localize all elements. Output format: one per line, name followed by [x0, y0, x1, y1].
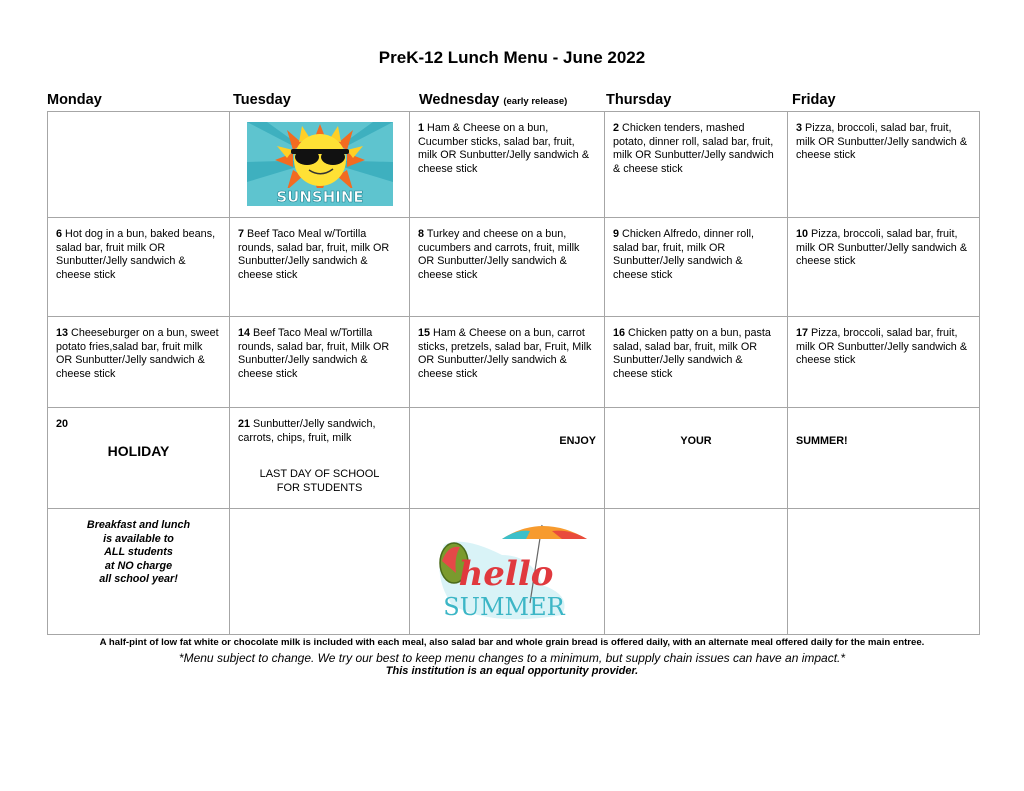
last-day-line: FOR STUDENTS — [276, 481, 363, 494]
extra-row — [48, 509, 980, 635]
day-label: Tuesday — [233, 92, 291, 108]
menu-text: Cheeseburger on a bun, sweet potato fries,salad bar, fruit milk OR Sunbutter/Jelly sandwich & cheese stick — [56, 327, 219, 380]
day-header-thursday — [606, 92, 671, 108]
day-number: 21 — [238, 418, 251, 430]
week-row — [48, 112, 980, 218]
calendar-cell-day-3 — [788, 112, 980, 218]
menu-text: Chicken tenders, mashed potato, dinner roll, salad bar, fruit, milk OR Sunbutter/Jelly sandwich & cheese stick — [613, 122, 774, 175]
promo-line: at NO charge — [104, 559, 173, 572]
menu-text: Ham & Cheese on a bun, Cucumber sticks, salad bar, fruit, milk OR Sunbutter/Jelly sandwich & cheese stick — [418, 122, 590, 175]
calendar-cell-day-21 — [230, 408, 410, 509]
day-header-monday — [47, 92, 102, 108]
day-number: 13 — [56, 327, 69, 339]
menu-text: Chicken patty on a bun, pasta salad, salad bar, fruit, milk OR Sunbutter/Jelly sandwich & cheese stick — [613, 327, 771, 380]
day-number: 17 — [796, 327, 809, 339]
menu-change-disclaimer: *Menu subject to change. We try our best to keep menu changes to a minimum, but supply chain issues can have an impact.* — [178, 651, 846, 665]
menu-text: Beef Taco Meal w/Tortilla rounds, salad bar, fruit, milk OR Sunbutter/Jelly sandwich & cheese stick — [238, 228, 390, 281]
promo-line: Breakfast and lunch — [86, 519, 191, 531]
day-number: 15 — [418, 327, 431, 339]
calendar-cell-day-20 — [48, 408, 230, 509]
summer-banner-enjoy: ENJOY — [410, 408, 605, 509]
calendar-cell-day-7 — [230, 218, 410, 317]
week-row — [48, 408, 980, 509]
calendar-cell-day-6 — [48, 218, 230, 317]
day-label: Monday — [47, 92, 102, 108]
calendar-grid — [47, 111, 980, 635]
calendar-cell-empty — [605, 509, 788, 635]
equal-opportunity-statement: This institution is an equal opportunity provider. — [385, 665, 639, 677]
day-number: 20 — [56, 418, 69, 430]
calendar-cell-empty — [48, 112, 230, 218]
day-number: 1 — [418, 122, 425, 134]
menu-text: Pizza, broccoli, salad bar, fruit, milk OR Sunbutter/Jelly sandwich & cheese stick — [796, 228, 968, 267]
day-number: 6 — [56, 228, 63, 240]
calendar-cell-day-9 — [605, 218, 788, 317]
svg-text:SUNSHINE: SUNSHINE — [275, 188, 364, 206]
sunshine-sun-icon — [247, 122, 393, 206]
calendar-cell-day-17 — [788, 317, 980, 408]
last-day-line: LAST DAY OF SCHOOL — [259, 468, 380, 480]
calendar-cell-empty — [788, 509, 980, 635]
calendar-cell-day-15 — [410, 317, 605, 408]
day-number: 16 — [613, 327, 626, 339]
calendar-cell-day-2 — [605, 112, 788, 218]
summer-banner-summer: SUMMER! — [788, 408, 980, 509]
page-title: PreK-12 Lunch Menu - June 2022 — [378, 48, 646, 67]
day-number: 8 — [418, 228, 425, 240]
calendar-cell-day-14 — [230, 317, 410, 408]
calendar-cell-sunshine — [230, 112, 410, 218]
day-header-tuesday — [233, 92, 291, 108]
svg-text:hello: hello — [458, 554, 554, 594]
day-number: 10 — [796, 228, 809, 240]
day-label: Wednesday — [419, 92, 500, 108]
day-number: 3 — [796, 122, 803, 134]
calendar-cell-day-8 — [410, 218, 605, 317]
day-header-wednesday — [419, 92, 567, 108]
last-day-notice — [238, 468, 401, 495]
menu-text: Hot dog in a bun, baked beans, salad bar, fruit milk OR Sunbutter/Jelly sandwich & cheese stick — [56, 228, 216, 281]
menu-text: Sunbutter/Jelly sandwich, carrots, chips, fruit, milk — [238, 418, 376, 444]
day-number: 9 — [613, 228, 620, 240]
menu-text: Beef Taco Meal w/Tortilla rounds, salad bar, fruit, Milk OR Sunbutter/Jelly sandwich & cheese stick — [238, 327, 390, 380]
week-row — [48, 317, 980, 408]
menu-text: Pizza, broccoli, salad bar, fruit, milk OR Sunbutter/Jelly sandwich & cheese stick — [796, 327, 968, 366]
promo-line: all school year! — [99, 573, 178, 585]
holiday-label: HOLIDAY — [107, 443, 170, 459]
week-row — [48, 218, 980, 317]
svg-text:SUMMER: SUMMER — [443, 593, 565, 621]
summer-banner-your: YOUR — [605, 408, 788, 509]
menu-text: Turkey and cheese on a bun, cucumbers and carrots, fruit, millk OR Sunbutter/Jelly sandwich & cheese stick — [418, 228, 580, 281]
menu-text: Pizza, broccoli, salad bar, fruit, milk OR Sunbutter/Jelly sandwich & cheese stick — [796, 122, 968, 161]
free-meals-notice — [48, 509, 230, 635]
promo-line: is available to — [103, 532, 174, 545]
calendar-cell-day-13 — [48, 317, 230, 408]
early-release-note: (early release) — [503, 96, 568, 107]
calendar-cell-hello-summer — [410, 509, 605, 635]
day-label: Friday — [792, 92, 836, 108]
calendar-cell-day-10 — [788, 218, 980, 317]
day-number: 14 — [238, 327, 251, 339]
day-label: Thursday — [606, 92, 672, 108]
day-number: 2 — [613, 122, 620, 134]
day-number: 7 — [238, 228, 245, 240]
calendar-cell-empty — [230, 509, 410, 635]
promo-line: ALL students — [104, 546, 173, 558]
day-header-friday — [792, 92, 836, 108]
menu-text: Ham & Cheese on a bun, carrot sticks, pretzels, salad bar, Fruit, Milk OR Sunbutter/Jelly sandwich & cheese stick — [418, 327, 592, 380]
milk-notice: A half-pint of low fat white or chocolate milk is included with each meal, also salad bar and whole grain bread is offered daily, with an alternate meal offered daily for the main entree. — [99, 637, 925, 648]
calendar-cell-day-1 — [410, 112, 605, 218]
hello-summer-icon — [422, 515, 592, 625]
menu-text: Chicken Alfredo, dinner roll, salad bar, fruit, milk OR Sunbutter/Jelly sandwich & cheese stick — [613, 228, 755, 281]
calendar-cell-day-16 — [605, 317, 788, 408]
